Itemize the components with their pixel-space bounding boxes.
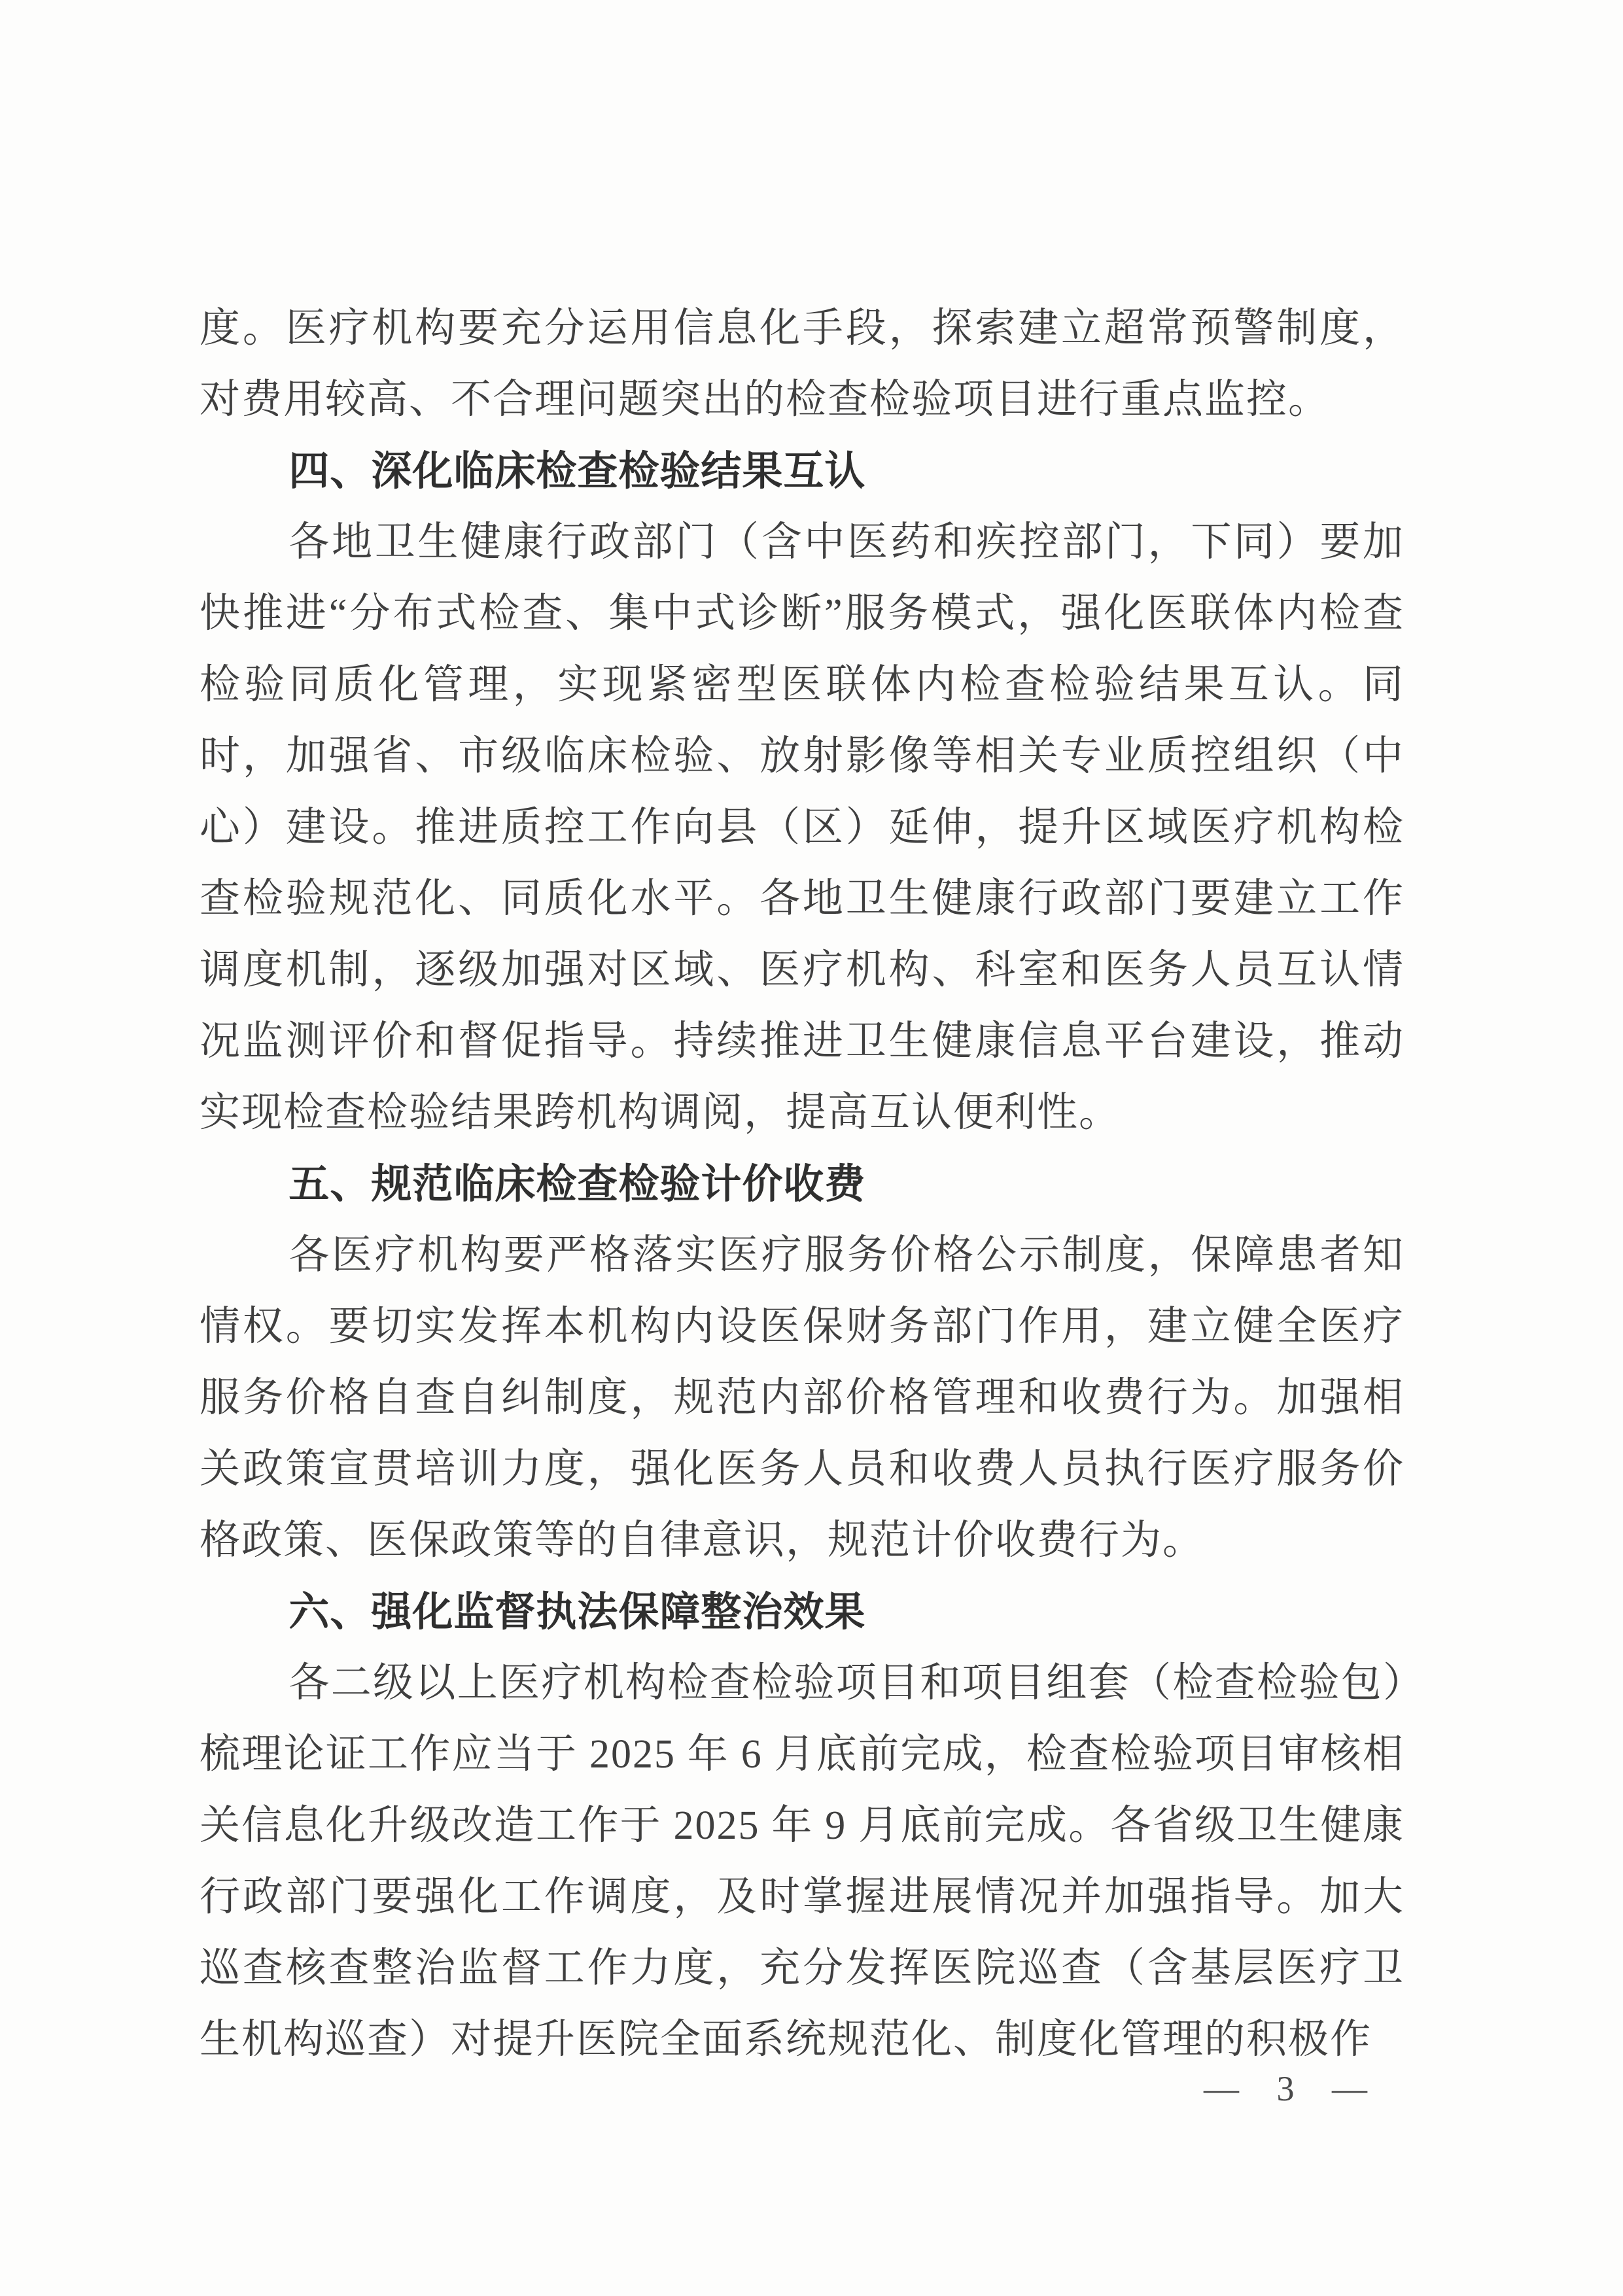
paragraph-section-six: 各二级以上医疗机构检查检验项目和项目组套（检查检验包）梳理论证工作应当于 2025 年 6 月底前完成，检查检验项目审核相关信息化升级改造工作于 2025 年 9 月底前完成。各省级卫生健康行政部门要强化工作调度，及时掌握进展情况并加强指导。加大巡查核查整治监督工作力度，充分发挥医院巡查（含基层医疗卫生机构巡查）对提升医院全面系统规范化、制度化管理的积极作: [200, 1661, 1405, 2062]
page-number: — 3 —: [1204, 2069, 1382, 2108]
document-body: [200, 293, 1405, 2076]
section-heading-six: 六、强化监督执法保障整治效果: [288, 1590, 866, 1635]
paragraph-section-four: 各地卫生健康行政部门（含中医药和疾控部门，下同）要加快推进“分布式检查、集中式诊断”服务模式，强化医联体内检查检验同质化管理，实现紧密型医联体内检查检验结果互认。同时，加强省、市级临床检验、放射影像等相关专业质控组织（中心）建设。推进质控工作向县（区）延伸，提升区域医疗机构检查检验规范化、同质化水平。各地卫生健康行政部门要建立工作调度机制，逐级加强对区域、医疗机构、科室和医务人员互认情况监测评价和督促指导。持续推进卫生健康信息平台建设，推动实现检查检验结果跨机构调阅，提高互认便利性。: [200, 520, 1405, 1135]
paragraph-continuation: 度。医疗机构要充分运用信息化手段，探索建立超常预警制度，对费用较高、不合理问题突出的检查检验项目进行重点监控。: [200, 306, 1405, 422]
section-heading-five: 五、规范临床检查检验计价收费: [288, 1162, 866, 1207]
section-heading-four: 四、深化临床检查检验结果互认: [288, 449, 866, 494]
paragraph-section-five: 各医疗机构要严格落实医疗服务价格公示制度，保障患者知情权。要切实发挥本机构内设医保财务部门作用，建立健全医疗服务价格自查自纠制度，规范内部价格管理和收费行为。加强相关政策宣贯培训力度，强化医务人员和收费人员执行医疗服务价格政策、医保政策等的自律意识，规范计价收费行为。: [200, 1233, 1405, 1563]
